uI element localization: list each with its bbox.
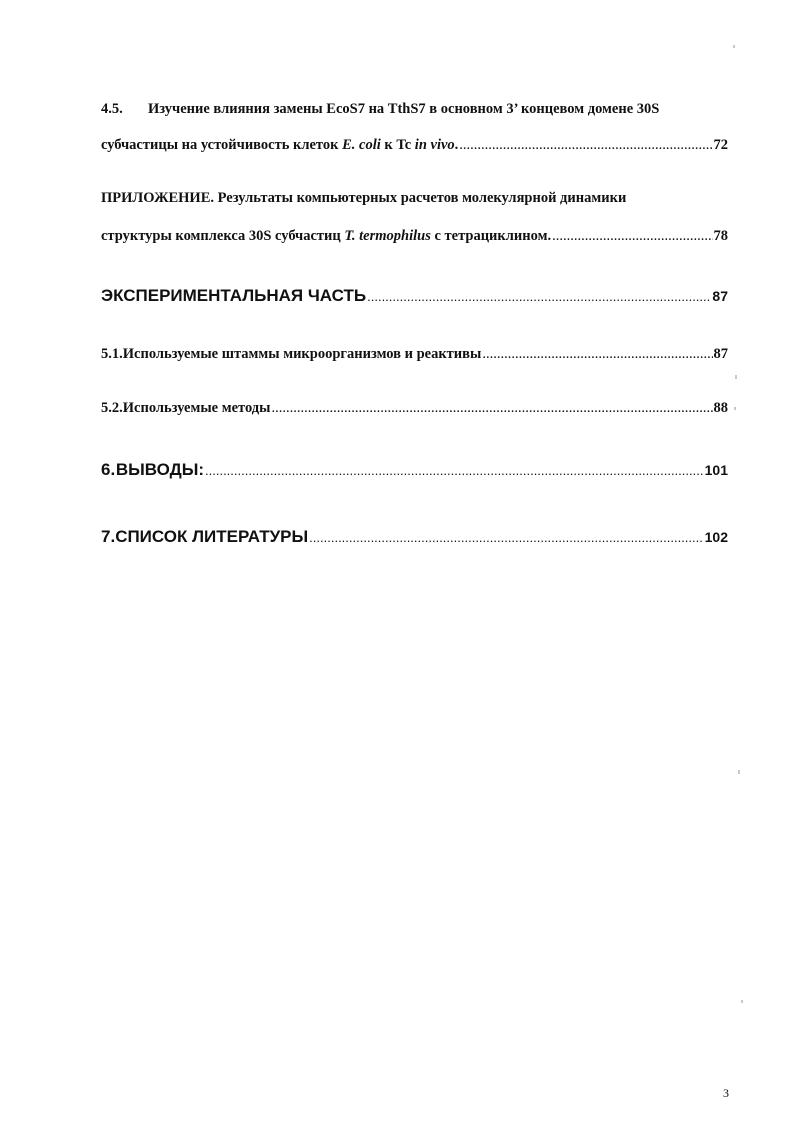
toc-page-number: 72 [713, 137, 728, 153]
toc-page-number: 88 [713, 400, 728, 416]
scan-speck [741, 1000, 743, 1003]
toc-entry-number: 5.1. [101, 346, 123, 362]
toc-entry-5-1 [101, 346, 728, 363]
toc-entry-number: 5.2. [101, 400, 123, 416]
dot-leader [459, 137, 712, 154]
toc-entry-4-5-line1 [101, 101, 728, 118]
toc-entry-title: Изучение влияния замены EcoS7 на TthS7 в основном 3’ концевом домене 30S [148, 101, 660, 117]
dot-leader [271, 400, 712, 417]
dot-leader [205, 463, 704, 478]
toc-page-number: 102 [704, 529, 728, 545]
toc-entry-7 [101, 527, 728, 547]
page-number: 3 [723, 1086, 729, 1100]
toc-entry-title: ВЫВОДЫ: [115, 460, 205, 479]
scan-speck [738, 770, 740, 774]
toc-entry-appendix-line2 [101, 228, 728, 245]
toc-entry-title-cont: структуры комплекса 30S субчастиц T. termophilus с тетрациклином. [101, 228, 552, 244]
toc-entry-experimental [101, 286, 728, 306]
toc-entry-title: Используемые методы [122, 400, 271, 416]
toc-entry-number: 6. [101, 460, 116, 479]
toc-entry-number: 7. [101, 527, 116, 546]
dot-leader [309, 530, 703, 545]
toc-entry-5-2 [101, 400, 728, 417]
toc-entry-title: Используемые штаммы микроорганизмов и реактивы [122, 346, 482, 362]
toc-entry-title: ПРИЛОЖЕНИЕ. Результаты компьютерных расчетов молекулярной динамики [101, 190, 627, 206]
toc-entry-appendix-line1 [101, 190, 728, 207]
toc-entry-6 [101, 460, 728, 480]
toc-entry-title: ЭКСПЕРИМЕНТАЛЬНАЯ ЧАСТЬ [101, 286, 367, 305]
toc-page-number: 87 [713, 346, 728, 362]
scan-speck [733, 45, 735, 48]
toc-page-number: 87 [712, 288, 728, 304]
toc-entry-number: 4.5. [101, 101, 123, 117]
scan-speck [734, 407, 736, 410]
toc-entry-title: СПИСОК ЛИТЕРАТУРЫ [115, 527, 309, 546]
scan-speck [735, 375, 737, 379]
dot-leader [482, 346, 712, 363]
dot-leader [552, 228, 712, 245]
toc-entry-4-5-line2 [101, 137, 728, 154]
toc-page-number: 78 [713, 228, 728, 244]
toc-entry-title-cont: субчастицы на устойчивость клеток E. coli к Tc in vivo. [101, 137, 459, 153]
dot-leader [367, 289, 711, 304]
toc-page-number: 101 [704, 462, 728, 478]
